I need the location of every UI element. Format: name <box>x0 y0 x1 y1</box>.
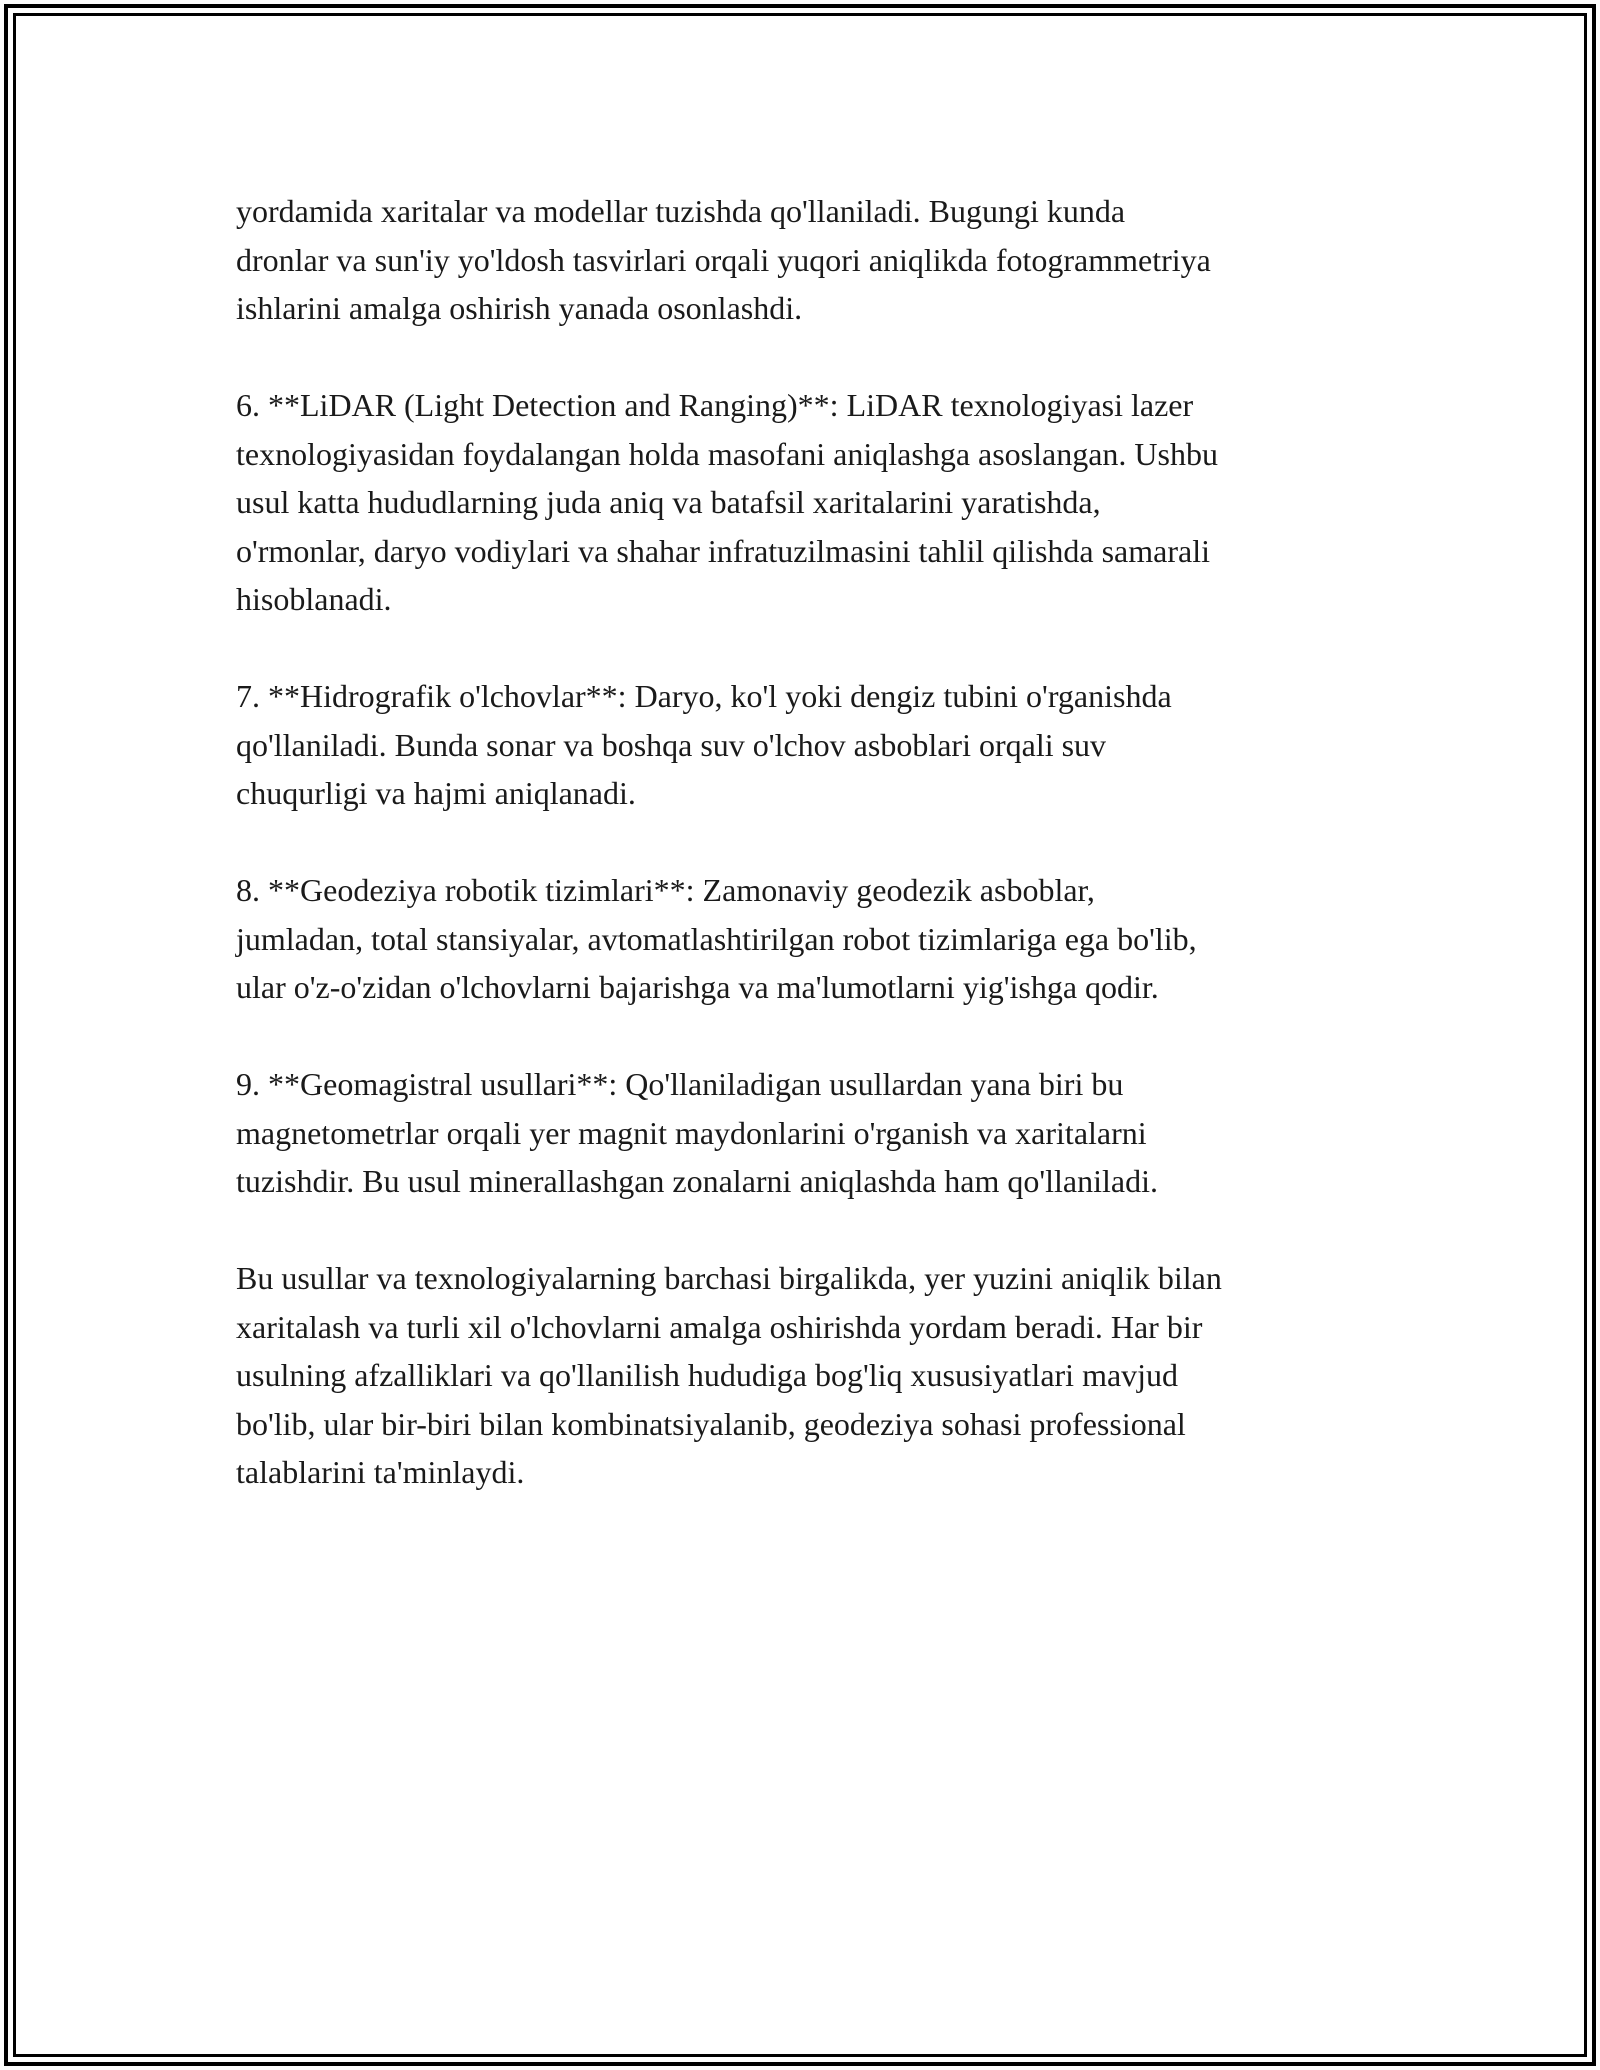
paragraph-geomagnetic: 9. **Geomagistral usullari**: Qo'llaniladigan usullardan yana biri bu magnetometrlar orqali yer magnit maydonlarini o'rganish va xaritalarni tuzishdir. Bu usul minerallashgan zonalarni aniqlashda ham qo'llaniladi. <box>236 1066 1158 1199</box>
paragraph-hydrographic: 7. **Hidrografik o'lchovlar**: Daryo, ko'l yoki dengiz tubini o'rganishda qo'llaniladi. Bunda sonar va boshqa suv o'lchov asboblari orqali suv chuqurligi va hajmi aniqlanadi. <box>236 678 1172 811</box>
paragraph-photogrammetry-continuation: yordamida xaritalar va modellar tuzishda qo'llaniladi. Bugungi kunda dronlar va sun'iy yo'ldosh tasvirlari orqali yuqori aniqlikda fotogrammetriya ishlarini amalga oshirish yanada osonlashdi. <box>236 193 1211 326</box>
paragraph-conclusion: Bu usullar va texnologiyalarning barchasi birgalikda, yer yuzini aniqlik bilan xaritalash va turli xil o'lchovlarni amalga oshirishda yordam beradi. Har bir usulning afzalliklari va qo'llanilish hududiga bog'liq xususiyatlari mavjud bo'lib, ular bir-biri bilan kombinatsiyalanib, geodeziya sohasi professional talablarini ta'minlaydi. <box>236 1260 1222 1490</box>
paragraph-lidar: 6. **LiDAR (Light Detection and Ranging)**: LiDAR texnologiyasi lazer texnologiyasidan foydalangan holda masofani aniqlashga asoslangan. Ushbu usul katta hududlarning juda aniq va batafsil xaritalarini yaratishda, o'rmonlar, daryo vodiylari va shahar infratuzilmasini tahlil qilishda samarali hisoblanadi. <box>236 387 1218 617</box>
paragraph-robotic-systems: 8. **Geodeziya robotik tizimlari**: Zamonaviy geodezik asboblar, jumladan, total stansiyalar, avtomatlashtirilgan robot tizimlariga ega bo'lib, ular o'z-o'zidan o'lchovlarni bajarishga va ma'lumotlarni yig'ishga qodir. <box>236 872 1197 1005</box>
document-body <box>236 187 1376 1545</box>
